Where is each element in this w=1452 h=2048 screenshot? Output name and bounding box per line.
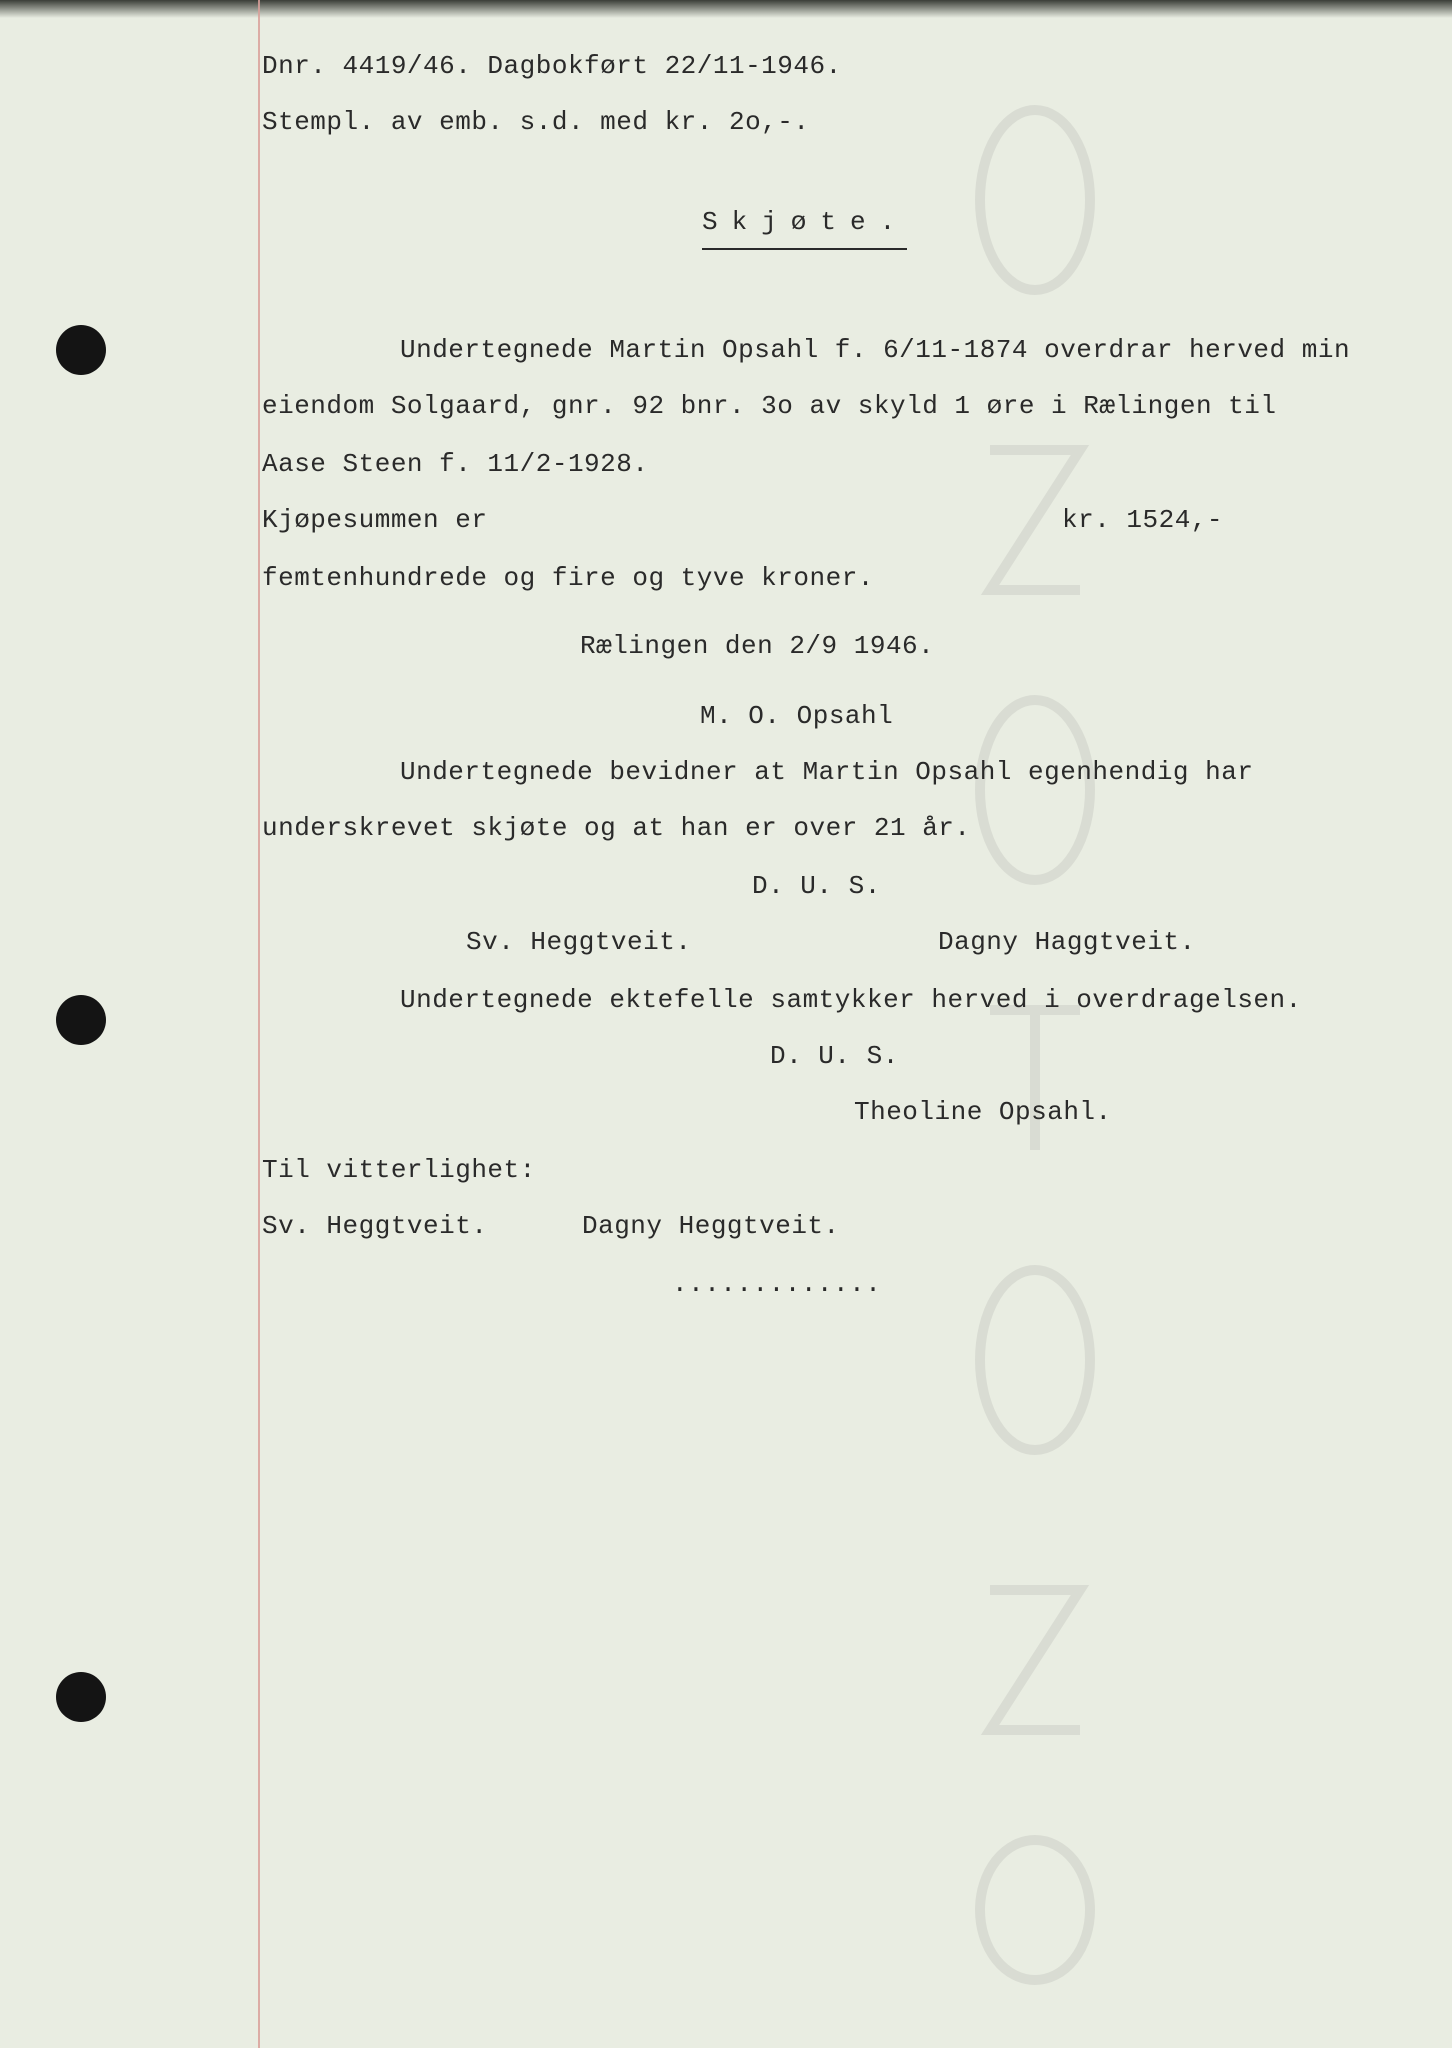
dus-mark-1: D. U. S. [752,871,881,901]
spouse-consent-statement: Undertegnede ektefelle samtykker herved i overdragelsen. [400,985,1302,1015]
place-and-date: Rælingen den 2/9 1946. [580,631,935,661]
title-underline [702,248,907,250]
witness-statement-line-1: Undertegnede bevidner at Martin Opsahl egenhendig har [400,757,1254,787]
red-margin-line [258,0,260,2048]
faint-watermark-stamp [930,30,1140,2020]
witness-statement-line-2: underskrevet skjøte og at han er over 21 år. [262,813,971,843]
spouse-signature: Theoline Opsahl. [854,1097,1112,1127]
transfer-line-2: eiendom Solgaard, gnr. 92 bnr. 3o av skyld 1 øre i Rælingen til [262,391,1277,421]
document-title: Skjøte. [702,207,910,237]
witness-signature-2: Dagny Haggtveit. [938,927,1196,957]
price-label: Kjøpesummen er [262,505,488,535]
price-in-words: femtenhundrede og fire og tyve kroner. [262,563,874,593]
seller-signature: M. O. Opsahl [700,701,894,731]
attestation-witness-2: Dagny Heggtveit. [582,1211,840,1241]
punch-hole-bottom [56,1672,106,1722]
price-value: kr. 1524,- [1062,505,1224,535]
registry-number-line: Dnr. 4419/46. Dagbokført 22/11-1946. [262,51,842,81]
transfer-line-1: Undertegnede Martin Opsahl f. 6/11-1874 overdrar herved min [400,335,1351,365]
attestation-label: Til vitterlighet: [262,1155,536,1185]
punch-hole-middle [56,995,106,1045]
transfer-line-3: Aase Steen f. 11/2-1928. [262,449,649,479]
stamp-duty-line: Stempl. av emb. s.d. med kr. 2o,-. [262,107,810,137]
witness-signature-1: Sv. Heggtveit. [466,927,692,957]
scan-edge-shadow [0,0,1452,18]
attestation-witness-1: Sv. Heggtveit. [262,1211,488,1241]
punch-hole-top [56,325,106,375]
end-of-document-dots: ............. [672,1269,882,1299]
dus-mark-2: D. U. S. [770,1041,899,1071]
